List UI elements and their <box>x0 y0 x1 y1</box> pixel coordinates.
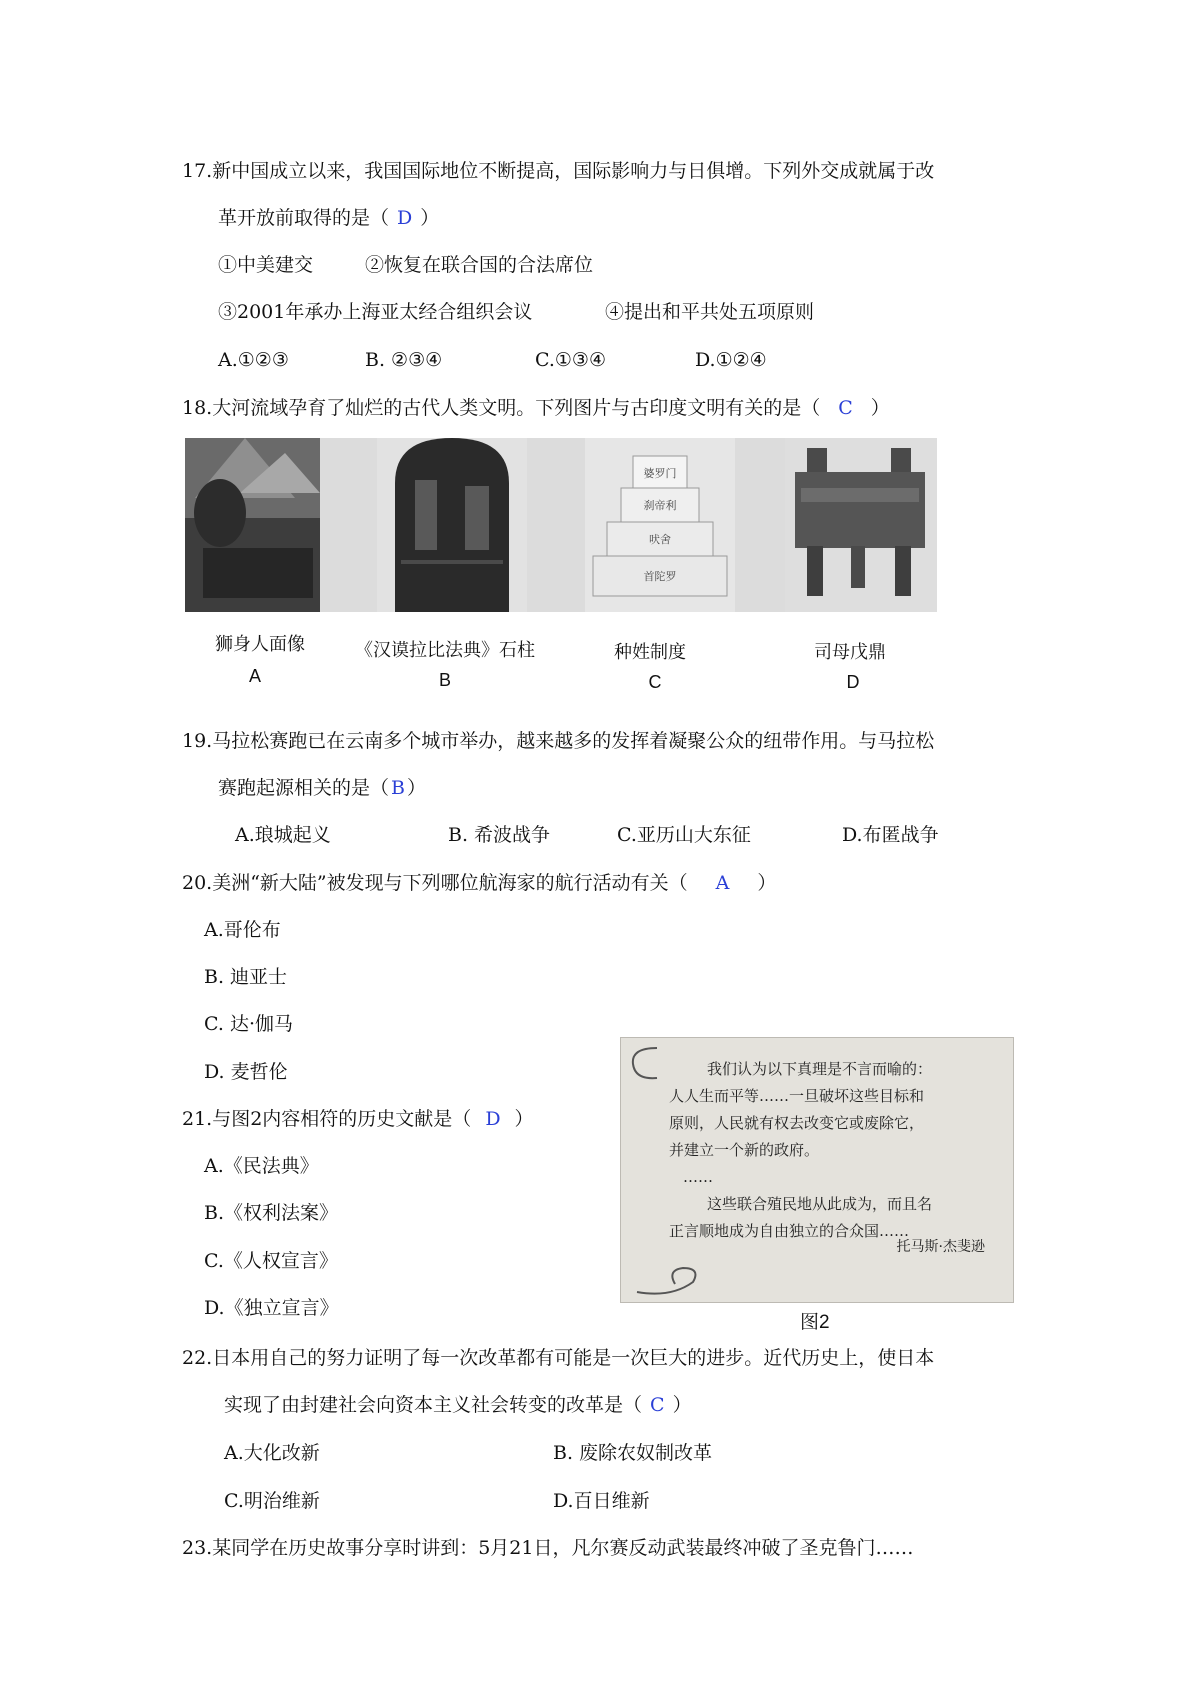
q19-stem-line2: 赛跑起源相关的是（ B ） <box>218 777 426 799</box>
q22-stem-line1: 22.日本用自己的努力证明了每一次改革都有可能是一次巨大的进步。近代历史上，使日本 <box>182 1347 935 1369</box>
q17-option-a: A.①②③ <box>218 349 289 371</box>
caste-level-3: 吠舍 <box>649 533 671 546</box>
caste-level-2: 刹帝利 <box>643 499 677 512</box>
q20-option-b: B. 迪亚士 <box>204 966 288 988</box>
q18-caption-b: 《汉谟拉比法典》石柱 <box>355 640 535 661</box>
caste-level-1: 婆罗门 <box>643 467 677 480</box>
q20-stem: 20.美洲“新大陆”被发现与下列哪位航海家的航行活动有关（ A ） <box>182 872 777 894</box>
q18-answer: C <box>838 397 853 419</box>
hammurabi-stele-picture <box>377 438 527 612</box>
q21-stem: 21.与图2内容相符的历史文献是（ D ） <box>182 1108 534 1130</box>
q20-option-c: C. 达·伽马 <box>204 1013 293 1035</box>
caste-level-4: 首陀罗 <box>643 570 677 583</box>
q17-item-4: ④提出和平共处五项原则 <box>605 301 815 323</box>
sphinx-picture <box>185 438 320 612</box>
q17-option-c: C.①③④ <box>535 349 606 371</box>
scroll-curl-icon <box>627 1044 663 1084</box>
q18-caption-d: 司母戊鼎 <box>814 642 886 663</box>
q19-stem-line1: 19.马拉松赛跑已在云南多个城市举办，越来越多的发挥着凝聚公众的纽带作用。与马拉松 <box>182 730 935 752</box>
caste-pyramid-picture <box>585 438 735 612</box>
figure-2-label: 图2 <box>800 1312 830 1333</box>
q18-letter-c: C <box>648 672 662 692</box>
q17-item-1: ①中美建交 <box>218 254 314 276</box>
q22-option-d: D.百日维新 <box>553 1490 650 1512</box>
q17-stem-line2: 革开放前取得的是（ D ） <box>218 207 440 229</box>
q17-stem-line1: 17.新中国成立以来，我国国际地位不断提高，国际影响力与日俱增。下列外交成就属于改 <box>182 160 935 182</box>
q21-option-d: D.《独立宣言》 <box>204 1297 339 1319</box>
q20-option-d: D. 麦哲伦 <box>204 1061 288 1083</box>
q19-answer: B <box>391 777 405 799</box>
q18-letter-d: D <box>846 672 860 692</box>
q19-option-d: D.布匿战争 <box>842 824 939 846</box>
q17-item-2: ②恢复在联合国的合法席位 <box>365 254 594 276</box>
q18-letter-a: A <box>248 666 261 686</box>
q20-answer: A <box>715 872 730 894</box>
q22-option-a: A.大化改新 <box>224 1442 320 1464</box>
declaration-text: 我们认为以下真理是不言而喻的： 人人生而平等……一旦破坏这些目标和 原则，人民就有权去改变它或废除它， 并建立一个新的政府。 …… 这些联合殖民地从此成为，而且名 正言顺地成为自由独立的合众国…… <box>669 1060 933 1240</box>
q18-caption-c: 种姓制度 <box>614 642 686 663</box>
q19-option-c: C.亚历山大东征 <box>617 824 751 846</box>
q21-option-b: B.《权利法案》 <box>204 1202 339 1224</box>
declaration-signature: 托马斯·杰斐逊 <box>896 1239 985 1255</box>
q18-caption-a: 狮身人面像 <box>215 634 305 655</box>
q17-option-b: B. ②③④ <box>365 349 443 371</box>
q17-answer: D <box>397 207 413 229</box>
q17-option-d: D.①②④ <box>695 349 767 371</box>
q20-option-a: A.哥伦布 <box>204 919 281 941</box>
q23-stem: 23.某同学在历史故事分享时讲到：5月21日，凡尔赛反动武装最终冲破了圣克鲁门…… <box>182 1537 914 1559</box>
q18-letter-b: B <box>438 670 451 690</box>
q17-item-3: ③2001年承办上海亚太经合组织会议 <box>218 301 533 323</box>
q18-picture-strip <box>185 438 937 612</box>
q21-answer: D <box>485 1108 501 1130</box>
scroll-curl-icon <box>631 1262 701 1298</box>
declaration-scroll-figure <box>620 1037 1014 1303</box>
q22-option-b: B. 废除农奴制改革 <box>553 1442 713 1464</box>
q22-stem-line2: 实现了由封建社会向资本主义社会转变的改革是（ C ） <box>224 1394 692 1416</box>
q19-option-a: A.琅城起义 <box>235 824 331 846</box>
q21-option-c: C.《人权宣言》 <box>204 1250 338 1272</box>
q21-option-a: A.《民法典》 <box>204 1155 319 1177</box>
q18-stem: 18.大河流域孕育了灿烂的古代人类文明。下列图片与古印度文明有关的是（ C ） <box>182 397 890 419</box>
simuwu-ding-picture <box>785 438 937 612</box>
q19-option-b: B. 希波战争 <box>448 824 551 846</box>
q22-option-c: C.明治维新 <box>224 1490 320 1512</box>
q22-answer: C <box>650 1394 665 1416</box>
